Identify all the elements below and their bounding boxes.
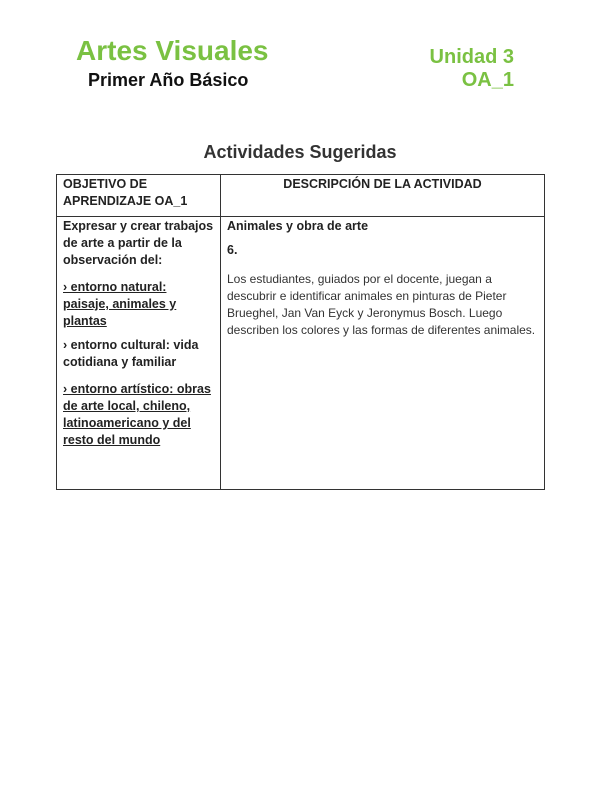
description-cell — [221, 217, 545, 490]
activity-description: Los estudiantes, guiados por el docente, juegan a descubrir e identificar animales en pinturas de Pieter Brueghel, Jan Van Eyck y Jeronymus Bosch. Luego describen los colores y las formas de diferentes animales. — [227, 272, 536, 337]
activities-table — [56, 174, 545, 490]
oa-label: OA_1 — [461, 69, 514, 91]
description-column-header: DESCRIPCIÓN DE LA ACTIVIDAD — [221, 175, 545, 217]
unit-label: Unidad 3 — [429, 46, 514, 68]
objective-item-artistic: › entorno artístico: obras de arte local, chileno, latinoamericano y del resto del mundo — [63, 382, 211, 447]
table-header-row — [57, 175, 545, 217]
subject-title: Artes Visuales — [76, 35, 269, 66]
objective-item-natural: › entorno natural: paisaje, animales y plantas — [63, 280, 177, 328]
table-row — [57, 217, 545, 490]
section-title: Actividades Sugeridas — [203, 142, 397, 162]
objective-intro: Expresar y crear trabajos de arte a partir de la observación del: — [63, 219, 214, 267]
grade-title: Primer Año Básico — [88, 70, 249, 90]
activity-title: Animales y obra de arte — [227, 219, 369, 233]
objective-cell — [57, 217, 221, 490]
objective-item-cultural: › entorno cultural: vida cotidiana y familiar — [63, 338, 199, 369]
objective-column-header: OBJETIVO DE APRENDIZAJE OA_1 — [57, 175, 221, 217]
activity-number: 6. — [227, 243, 238, 257]
